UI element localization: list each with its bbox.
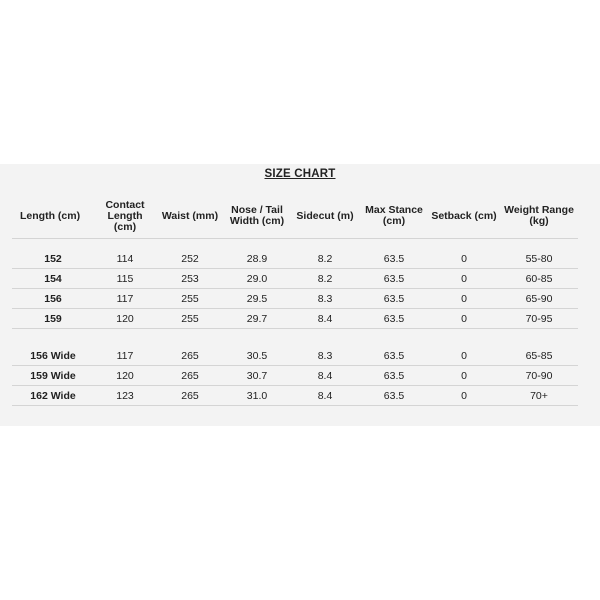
cell-weight-range: 55-80 — [500, 249, 578, 269]
cell-sidecut: 8.4 — [290, 386, 360, 406]
table-row — [12, 249, 578, 269]
header-row — [12, 194, 578, 239]
cell-length: 152 — [12, 249, 94, 269]
cell-nose-tail-width: 29.0 — [224, 269, 290, 289]
cell-nose-tail-width: 30.7 — [224, 366, 290, 386]
cell-setback: 0 — [428, 346, 500, 366]
cell-length: 162 Wide — [12, 386, 94, 406]
size-chart-title: SIZE CHART — [264, 168, 336, 180]
cell-nose-tail-width: 31.0 — [224, 386, 290, 406]
header-contact-length: Contact Length (cm) — [105, 198, 145, 233]
cell-length: 156 Wide — [12, 346, 94, 366]
cell-waist: 265 — [156, 346, 224, 366]
cell-waist: 265 — [156, 366, 224, 386]
table-row — [12, 289, 578, 309]
cell-waist: 252 — [156, 249, 224, 269]
cell-max-stance: 63.5 — [360, 386, 428, 406]
cell-setback: 0 — [428, 366, 500, 386]
cell-nose-tail-width: 28.9 — [224, 249, 290, 269]
cell-weight-range: 65-90 — [500, 289, 578, 309]
table-row — [12, 386, 578, 406]
header-setback: Setback (cm) — [431, 209, 497, 222]
header-length: Length (cm) — [20, 209, 81, 222]
group-spacer-row — [12, 329, 578, 347]
table-row — [12, 309, 578, 329]
cell-max-stance: 63.5 — [360, 269, 428, 289]
header-sidecut: Sidecut (m) — [296, 209, 354, 222]
cell-contact-length: 115 — [94, 269, 156, 289]
cell-contact-length: 114 — [94, 249, 156, 269]
cell-sidecut: 8.3 — [290, 289, 360, 309]
cell-weight-range: 65-85 — [500, 346, 578, 366]
header-max-stance: Max Stance (cm) — [365, 204, 423, 227]
cell-length: 154 — [12, 269, 94, 289]
cell-contact-length: 117 — [94, 289, 156, 309]
table-row — [12, 346, 578, 366]
header-nose-tail-width: Nose / Tail Width (cm) — [229, 204, 285, 227]
cell-weight-range: 70-95 — [500, 309, 578, 329]
cell-length: 156 — [12, 289, 94, 309]
cell-sidecut: 8.3 — [290, 346, 360, 366]
header-waist: Waist (mm) — [161, 209, 219, 222]
table-row — [12, 269, 578, 289]
cell-contact-length: 120 — [94, 309, 156, 329]
spacer-row — [12, 239, 578, 249]
cell-setback: 0 — [428, 249, 500, 269]
cell-nose-tail-width: 29.5 — [224, 289, 290, 309]
cell-weight-range: 70+ — [500, 386, 578, 406]
cell-max-stance: 63.5 — [360, 289, 428, 309]
table-row — [12, 366, 578, 386]
cell-max-stance: 63.5 — [360, 366, 428, 386]
cell-length: 159 — [12, 309, 94, 329]
size-chart-table — [12, 194, 578, 406]
cell-sidecut: 8.4 — [290, 309, 360, 329]
cell-max-stance: 63.5 — [360, 346, 428, 366]
cell-waist: 255 — [156, 309, 224, 329]
cell-nose-tail-width: 30.5 — [224, 346, 290, 366]
cell-setback: 0 — [428, 309, 500, 329]
cell-nose-tail-width: 29.7 — [224, 309, 290, 329]
cell-setback: 0 — [428, 289, 500, 309]
cell-setback: 0 — [428, 269, 500, 289]
cell-waist: 253 — [156, 269, 224, 289]
cell-contact-length: 120 — [94, 366, 156, 386]
cell-max-stance: 63.5 — [360, 309, 428, 329]
cell-sidecut: 8.2 — [290, 249, 360, 269]
cell-max-stance: 63.5 — [360, 249, 428, 269]
cell-contact-length: 123 — [94, 386, 156, 406]
cell-setback: 0 — [428, 386, 500, 406]
cell-sidecut: 8.2 — [290, 269, 360, 289]
cell-length: 159 Wide — [12, 366, 94, 386]
cell-waist: 265 — [156, 386, 224, 406]
cell-waist: 255 — [156, 289, 224, 309]
header-weight-range: Weight Range (kg) — [504, 204, 574, 227]
cell-sidecut: 8.4 — [290, 366, 360, 386]
cell-contact-length: 117 — [94, 346, 156, 366]
cell-weight-range: 60-85 — [500, 269, 578, 289]
cell-weight-range: 70-90 — [500, 366, 578, 386]
